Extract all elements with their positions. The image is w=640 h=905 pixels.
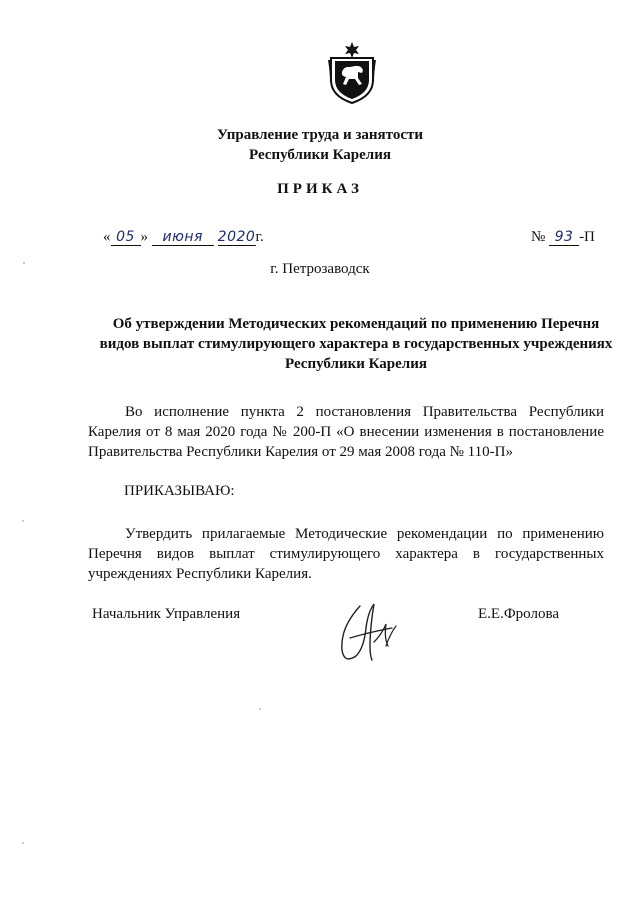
date-open-quote: « [103, 229, 111, 245]
scan-speck [22, 520, 24, 522]
document-date [103, 229, 264, 251]
date-year-suffix: г. [255, 229, 264, 245]
scan-speck [22, 842, 24, 844]
city: г. Петрозаводск [270, 261, 370, 277]
number-prefix: № [531, 229, 546, 245]
date-year: 2020 [217, 229, 256, 245]
document-subject: Об утверждении Методических рекомендаций по применению Перечня видов выплат стимулирующего характера в государственных учреждениях Республики Карелия [99, 316, 613, 372]
number-value: 93 [549, 229, 579, 246]
signatory-name: Е.Е.Фролова [478, 606, 560, 622]
document-type: ПРИКАЗ [277, 181, 363, 197]
date-month: июня [152, 229, 214, 246]
signatory-position: Начальник Управления [92, 606, 241, 622]
organization-name-line1: Управление труда и занятости [216, 127, 424, 143]
date-day: 05 [111, 229, 141, 246]
preamble-paragraph: Во исполнение пункта 2 постановления Правительства Республики Карелия от 8 мая 2020 года № 200-П «О внесении изменения в постановление Правительства Республики Карелия от 29 мая 2008 года № 110-П» [88, 404, 604, 460]
document-number [531, 229, 595, 246]
scan-speck [23, 262, 25, 264]
karelia-coat-of-arms-icon [327, 42, 377, 104]
handwritten-signature [330, 598, 410, 670]
scan-speck [259, 708, 261, 710]
number-suffix: -П [579, 229, 595, 245]
order-paragraph: Утвердить прилагаемые Методические рекомендации по применению Перечня видов выплат стимулирующего характера в государственных учреждениях Республики Карелия. [88, 526, 604, 582]
date-close-quote: » [140, 229, 148, 245]
organization-name-line2: Республики Карелия [249, 147, 391, 163]
order-word: ПРИКАЗЫВАЮ: [124, 483, 235, 499]
